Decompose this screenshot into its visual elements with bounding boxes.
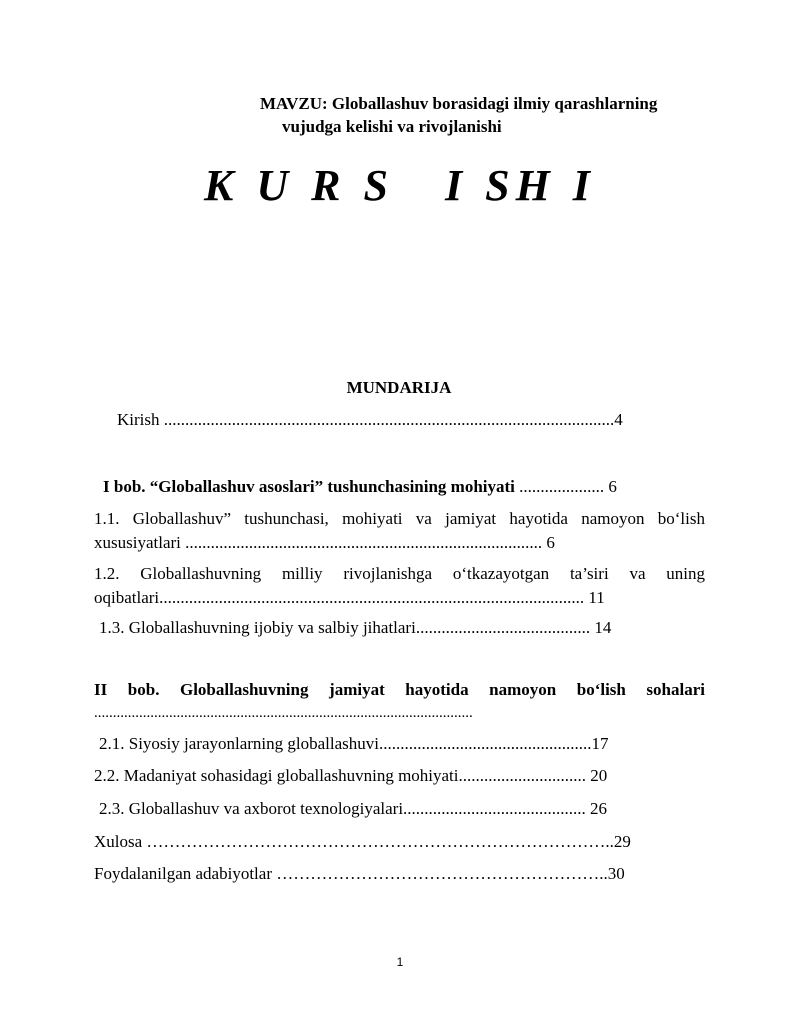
course-title: K U R S I SH I (204, 161, 596, 210)
toc-chapter-2-title: II bob. Globallashuvning jamiyat hayotida namoyon bo‘lish sohalari (94, 680, 705, 699)
toc-entry-adabiyotlar: Foydalanilgan adabiyotlar …………………………………………………..30 (94, 864, 625, 883)
toc-entry-1-2: 1.2. Globallashuvning milliy rivojlanishga o‘tkazayotgan ta’siri va uning oqibatlari.................................................................................................... 11 (94, 564, 705, 607)
page-number: 1 (396, 955, 404, 969)
toc-entry-1-3: 1.3. Globallashuvning ijobiy va salbiy jihatlari......................................... 14 (99, 618, 612, 637)
toc-entry-xulosa: Xulosa ………………………………………………………………………..29 (94, 832, 631, 851)
toc-chapter-1-page: .................... 6 (514, 477, 617, 496)
toc-entry-kirish: Kirish ..........................................................................................................4 (117, 410, 623, 429)
toc-entry-2-2: 2.2. Madaniyat sohasidagi globallashuvning mohiyati.............................. 20 (94, 766, 608, 785)
toc-chapter-2-leader: ..................................................................................................... (94, 705, 473, 721)
topic-line-1: MAVZU: Globallashuv borasidagi ilmiy qarashlarning (260, 94, 658, 113)
toc-chapter-1-title: I bob. “Globallashuv asoslari” tushunchasining mohiyati (103, 477, 515, 496)
toc-entry-2-3: 2.3. Globallashuv va axborot texnologiyalari........................................... 26 (99, 799, 608, 818)
toc-chapter-1 (103, 475, 617, 499)
toc-heading: MUNDARIJA (346, 378, 452, 397)
toc-entry-1-1: 1.1. Globallashuv” tushunchasi, mohiyati va jamiyat hayotida namoyon bo‘lish xususiyatlari .................................................................................... 6 (94, 509, 705, 552)
topic-line-2: vujudga kelishi va rivojlanishi (282, 117, 502, 136)
toc-entry-2-1: 2.1. Siyosiy jarayonlarning globallashuvi..................................................17 (99, 734, 609, 753)
